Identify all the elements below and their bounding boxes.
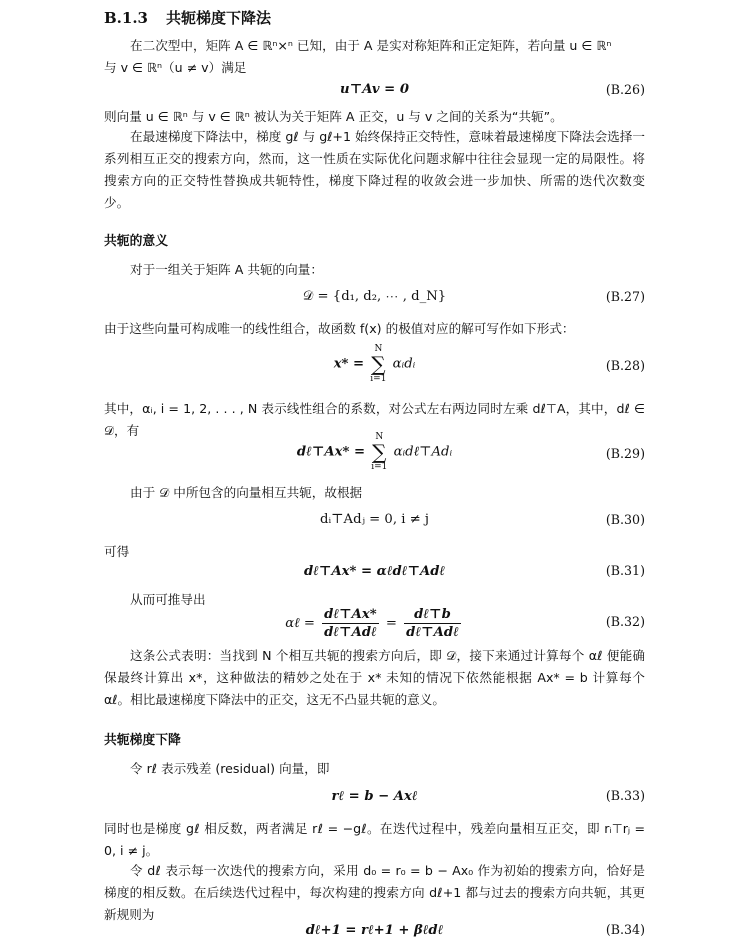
heading-conjugate-meaning: 共轭的意义 — [104, 234, 168, 249]
equation-b31-label: (B.31) — [605, 563, 645, 578]
equation-b32-lhs: αℓ = — [285, 616, 315, 631]
fraction-first — [322, 606, 379, 641]
sum-upper-limit: N — [374, 344, 383, 354]
equation-b27 — [104, 289, 645, 313]
equation-b29-lhs: dℓ⊤Ax* = — [296, 444, 366, 460]
equation-b33 — [104, 788, 645, 812]
derive-text: 从而可推导出 — [130, 592, 206, 607]
equation-b29-label: (B.29) — [605, 446, 645, 461]
intro-line-1: 在二次型中，矩阵 A ∈ ℝⁿ×ⁿ 已知，由于 A 是实对称矩阵和正定矩阵，若向量 u ∈ ℝⁿ — [130, 38, 612, 53]
equation-b26 — [104, 82, 645, 106]
sum-lower-limit: i=1 — [371, 462, 388, 472]
equation-b34 — [104, 922, 645, 946]
equation-b26-expr: u⊤Av = 0 — [339, 82, 409, 97]
after-b26-text: 则向量 u ∈ ℝⁿ 与 v ∈ ℝⁿ 被认为关于矩阵 A 正交，u 与 v 之间的关系为“共轭”。 — [104, 109, 563, 124]
steepest-paragraph: 在最速梯度下降法中，梯度 gℓ 与 gℓ+1 始终保持正交特性，意味着最速梯度下降法会选择一系列相互正交的搜索方向，然而，这一性质在实际优化问题求解中往往会显现一定的局限性。将搜索方向的正交特性替换成共轭特性，梯度下降过程的收敛会进一步加快、所需的迭代次数变少。 — [104, 129, 645, 210]
fraction-second-denominator: dℓ⊤Adℓ — [406, 625, 459, 640]
equation-b30-label: (B.30) — [605, 512, 645, 527]
equation-b33-expr: rℓ = b − Axℓ — [331, 789, 418, 804]
equation-b28 — [104, 344, 645, 384]
conjugate-set-text: 对于一组关于矩阵 A 共轭的向量： — [130, 262, 323, 277]
equation-b27-label: (B.27) — [605, 289, 645, 304]
fraction-first-denominator: dℓ⊤Adℓ — [324, 625, 377, 640]
section-number: B.1.3 — [104, 9, 148, 27]
hence-text: 可得 — [104, 544, 130, 559]
coefficient-text: 其中，αᵢ, i = 1, 2, . . . , N 表示线性组合的系数，对公式左右两边同时左乘 dℓ⊤A，其中，dℓ ∈ 𝒟，有 — [104, 401, 645, 438]
equation-b29 — [104, 432, 645, 472]
fraction-first-numerator: dℓ⊤Ax* — [322, 606, 379, 624]
equation-b28-rhs: αᵢdᵢ — [392, 356, 416, 372]
formula-shows-paragraph: 这条公式表明：当找到 N 个相互共轭的搜索方向后，即 𝒟，接下来通过计算每个 αℓ 便能确保最终计算出 x*，这种做法的精妙之处在于 x* 未知的情况下依然能根据 Ax* = b 计算每个 αℓ。相比最速梯度下降法中的正交，这无不凸显共轭的意义。 — [104, 648, 645, 707]
equation-b32-equals: = — [385, 616, 397, 631]
equation-b27-expr: 𝒟 = {d₁, d₂, ⋯ , d_N} — [302, 289, 447, 304]
equation-b28-label: (B.28) — [605, 358, 645, 373]
linear-combination-text: 由于这些向量可构成唯一的线性组合，故函数 f(x) 的极值对应的解可写作如下形式： — [104, 321, 575, 336]
equation-b31 — [104, 563, 645, 587]
equation-b33-label: (B.33) — [605, 788, 645, 803]
fraction-second-numerator: dℓ⊤b — [404, 606, 461, 624]
equation-b31-expr: dℓ⊤Ax* = αℓdℓ⊤Adℓ — [303, 564, 446, 579]
sum-symbol: N ∑ i=1 — [370, 344, 387, 384]
equation-b28-lhs: x* = — [333, 356, 365, 372]
equation-b30 — [104, 512, 645, 536]
search-direction-paragraph: 令 dℓ 表示每一次迭代的搜索方向，采用 d₀ = r₀ = b − Ax₀ 作为初始的搜索方向，恰好是梯度的相反数。在后续迭代过程中，每次构建的搜索方向 dℓ+1 都与过去的搜索方向共轭，其更新规则为 — [104, 863, 645, 922]
heading-conjugate-gradient: 共轭梯度下降 — [104, 733, 181, 748]
sum-upper-limit: N — [375, 432, 384, 442]
equation-b26-label: (B.26) — [605, 82, 645, 97]
fraction-second — [404, 606, 461, 641]
intro-line-2: 与 v ∈ ℝⁿ（u ≠ v）满足 — [104, 60, 247, 75]
gradient-orthogonal-paragraph: 同时也是梯度 gℓ 相反数，两者满足 rℓ = −gℓ。在迭代过程中，残差向量相互正交，即 rᵢ⊤rⱼ = 0, i ≠ j。 — [104, 821, 645, 858]
equation-b32 — [104, 607, 645, 640]
equation-b32-label: (B.32) — [605, 614, 645, 629]
equation-b29-rhs: αᵢdℓ⊤Adᵢ — [393, 444, 453, 460]
sum-symbol: N ∑ i=1 — [371, 432, 388, 472]
equation-b30-expr: dᵢ⊤Adⱼ = 0, i ≠ j — [320, 512, 429, 527]
section-title — [104, 7, 271, 28]
equation-b34-expr: dℓ+1 = rℓ+1 + βℓdℓ — [305, 923, 444, 938]
since-conjugate-text: 由于 𝒟 中所包含的向量相互共轭，故根据 — [130, 485, 363, 500]
equation-b34-label: (B.34) — [605, 922, 645, 937]
residual-text: 令 rℓ 表示残差 (residual) 向量，即 — [130, 761, 330, 776]
sum-lower-limit: i=1 — [370, 374, 387, 384]
section-name: 共轭梯度下降法 — [166, 9, 272, 27]
